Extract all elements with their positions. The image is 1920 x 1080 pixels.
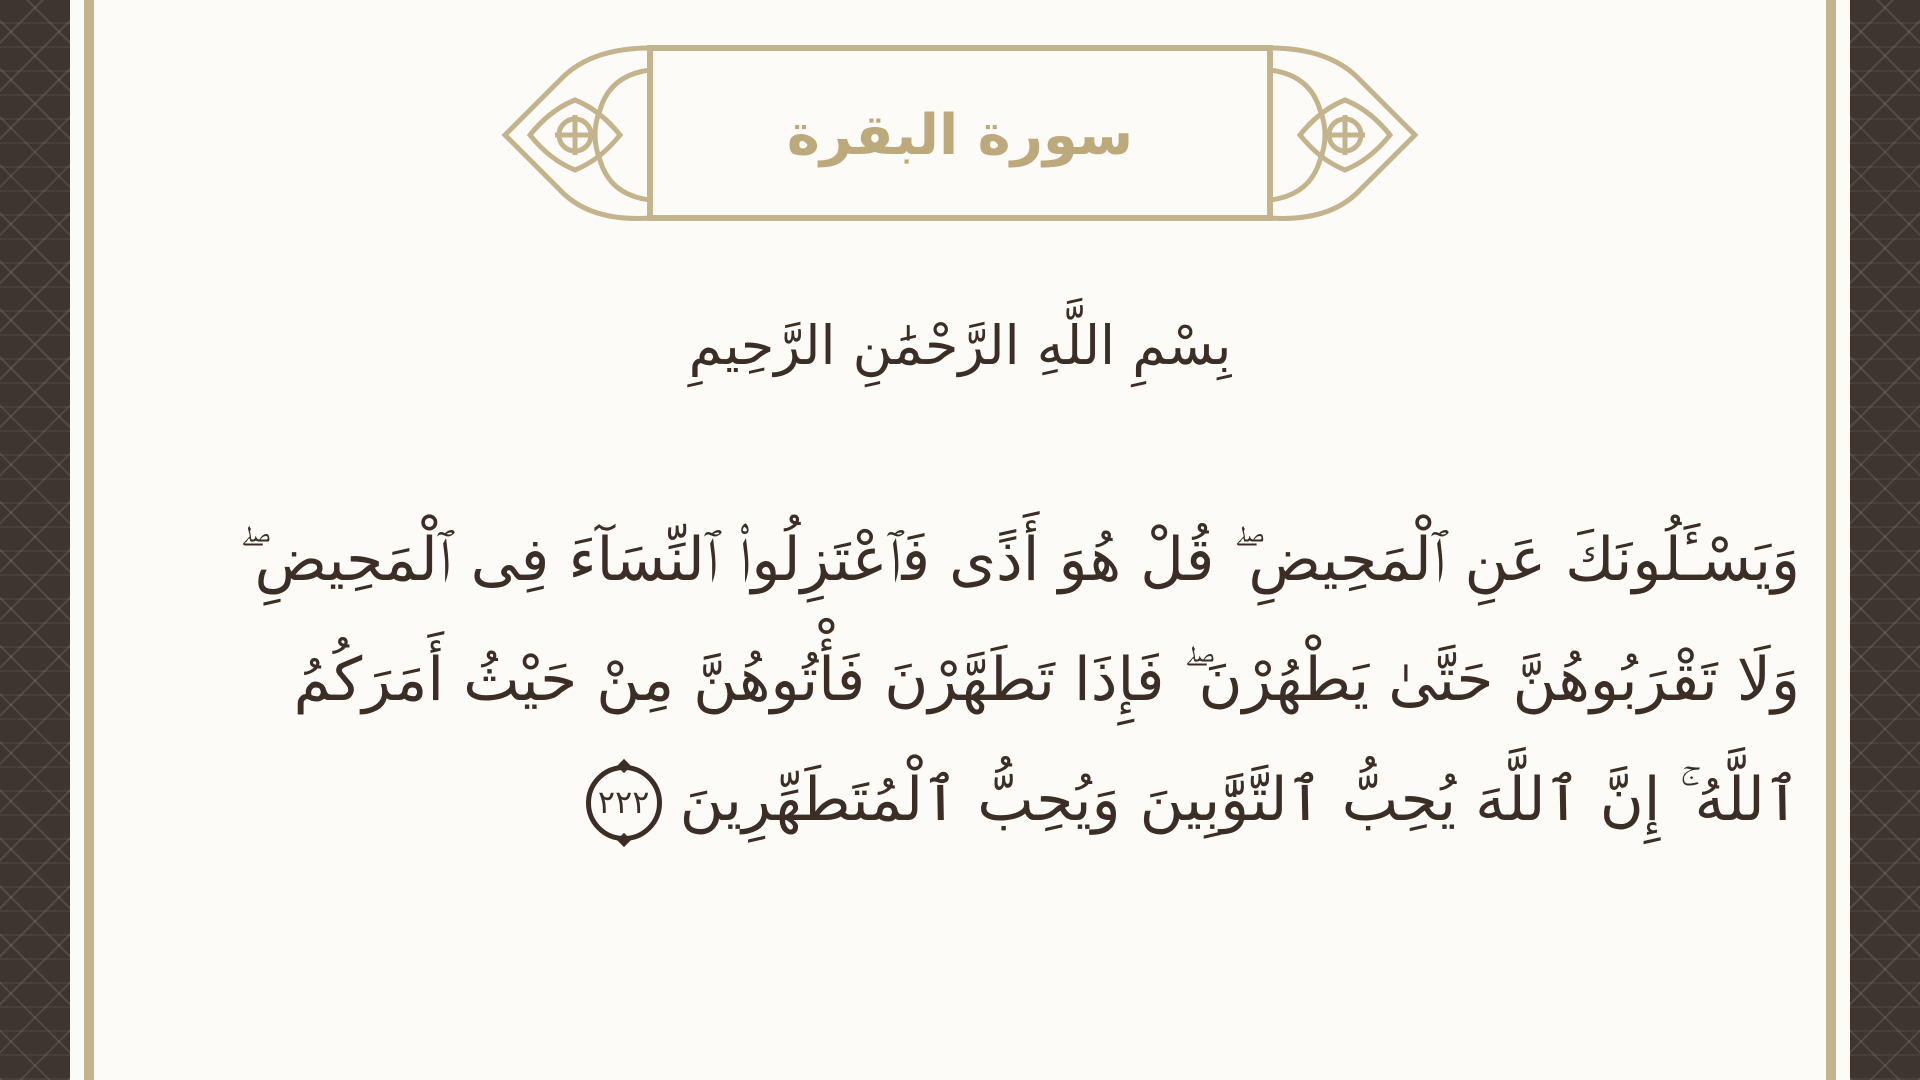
verse-line-3-text: ٱللَّهُ ۚ إِنَّ ٱللَّهَ يُحِبُّ ٱلتَّوَّٰبِينَ وَيُحِبُّ ٱلْمُتَطَهِّرِينَ <box>679 765 1800 835</box>
surah-title: سورة البقرة <box>786 102 1134 168</box>
basmala: بِسْمِ اللَّهِ الرَّحْمَٰنِ الرَّحِيمِ <box>688 313 1232 377</box>
verse-line-1: وَيَسْـَٔلُونَكَ عَنِ ٱلْمَحِيضِ ۖ قُلْ هُوَ أَذًى فَٱعْتَزِلُوا۟ ٱلنِّسَآءَ فِى ٱلْمَحِيضِ ۖ <box>239 525 1800 595</box>
left-gold-rail <box>84 0 94 1080</box>
verse-line-2: وَلَا تَقْرَبُوهُنَّ حَتَّىٰ يَطْهُرْنَ ۖ فَإِذَا تَطَهَّرْنَ فَأْتُوهُنَّ مِنْ حَيْثُ أَمَرَكُمُ <box>293 645 1800 715</box>
right-gold-rail <box>1826 0 1836 1080</box>
surah-title-cartouche <box>500 40 1420 230</box>
ayah-number-marker: ٢٢٢ <box>586 765 662 841</box>
verse-text <box>130 500 1800 860</box>
left-ornamental-border <box>0 0 70 1080</box>
verse-line-3 <box>130 740 1800 860</box>
right-ornamental-border <box>1850 0 1920 1080</box>
